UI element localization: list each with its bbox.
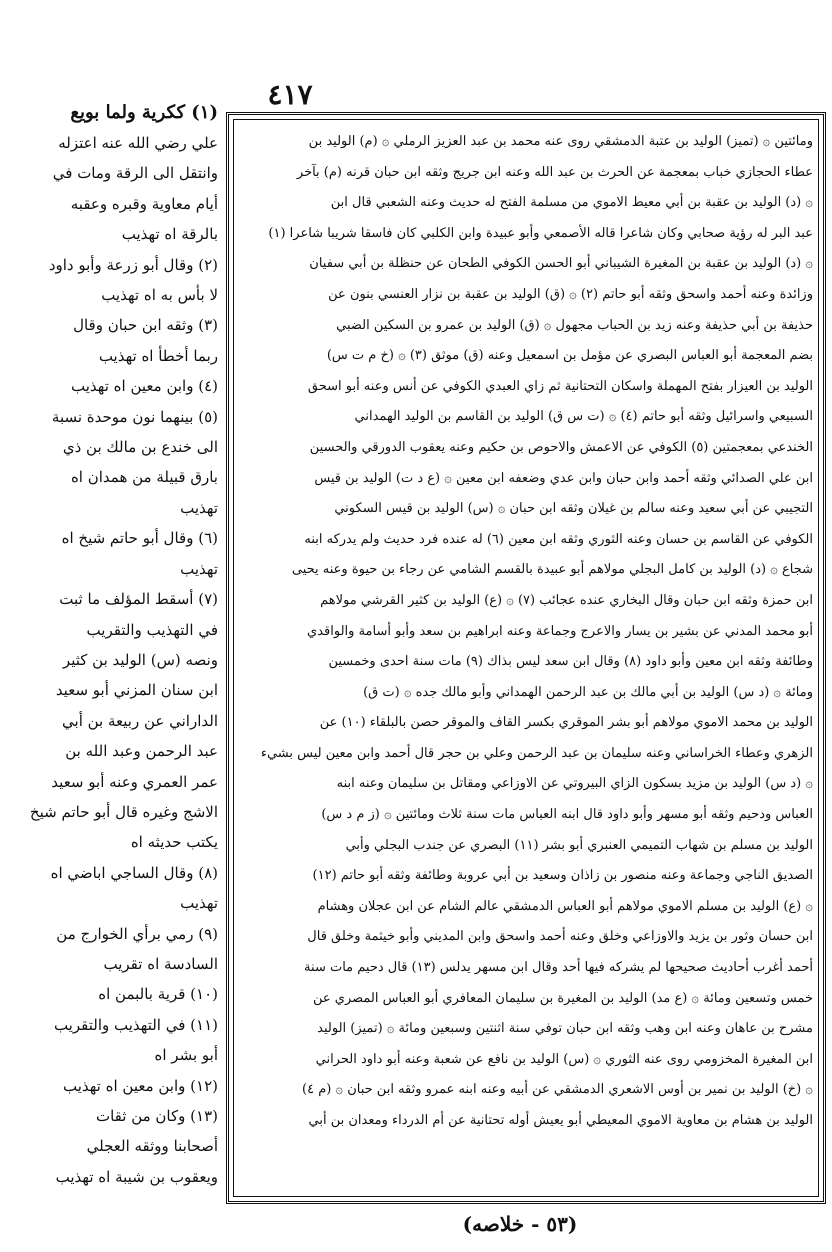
main-text-line: ابن حسان وثور بن يزيد والاوزاعي وخلق وعنه أحمد واسحق وابن المديني وأبو خيثمة وخلق قال	[307, 929, 813, 945]
main-text-line: خمس وتسعين ومائة ۞ (ع مد) الوليد بن المغيرة بن سليمان المعافري أبو العباس المصري عن	[312, 990, 813, 1006]
margin-note-line: (١١) في التهذيب والتقريب	[53, 1015, 218, 1034]
main-text-line: الكوفي عن القاسم بن حسان وعنه الثوري وثقه ابن معين (٦) له عنده فرد حديث ولم يدركه ابنه	[304, 531, 813, 547]
main-text-line: الوليد بن محمد الاموي مولاهم أبو بشر الموقري بكسر القاف والموقر حصن بالبلقاء (١٠) عن	[319, 715, 813, 731]
margin-note-line: بارق قبيلة من همدان اه	[70, 468, 218, 487]
main-text-line: شجاع ۞ (د) الوليد بن كامل البجلي مولاهم أبو عبيدة بالقسم الشامي عن رجاء بن حيوة وعنه يحيى	[291, 562, 813, 578]
main-text-line: بضم المعجمة أبو العباس البصري عن مؤمل بن اسمعيل وعنه (ق) موثق (٣) ۞ (خ م ت س)	[326, 348, 813, 364]
margin-note-line: أصحابنا ووثقه العجلي	[86, 1137, 218, 1156]
main-text-line: حذيفة بن أبي حذيفة وعنه زيد بن الحباب مجهول ۞ (ق) الوليد بن عمرو بن السكين الضبي	[336, 317, 813, 333]
margin-note-line: تهذيب	[180, 498, 218, 517]
main-text-line: ۞ (ع) الوليد بن مسلم الاموي مولاهم أبو العباس الدمشقي عالم الشام عن ابن عجلان وهشام	[317, 898, 813, 914]
main-text-line: عبد البر له رؤية صحابي وكان شاعرا قاله الأصمعي وأبو عبيدة وابن الكلبي كان فاسقا شريبا شاعرا (١)	[268, 225, 813, 241]
main-text-body	[239, 127, 813, 1137]
margin-note-line: أيام معاوية وقبره وعقبه	[70, 194, 218, 213]
main-text-line: ابن حمزة وثقه ابن حبان وقال البخاري عنده عجائب (٧) ۞ (ع) الوليد بن كثير القرشي مولاهم	[320, 592, 813, 608]
main-text-line: الصديق الناجي وجماعة وعنه منصور بن زاذان وسعيد بن أبي عروبة وطائفة وثقه أبو حاتم (١٢)	[312, 868, 813, 884]
margin-notes	[6, 98, 218, 1218]
main-text-line: ومائتين ۞ (تميز) الوليد بن عتبة الدمشقي روى عنه محمد بن عبد العزيز الرملي ۞ (م) الوليد بن	[308, 134, 813, 149]
main-text-line: ۞ (د) الوليد بن عقبة بن أبي معيط الاموي من مسلمة الفتح له حديث وعنه الشعبي قال ابن	[330, 195, 813, 211]
main-text-line: مشرح بن عاهان وعنه ابن وهب وثقه ابن حبان توفي سنة اثنتين وسبعين ومائة ۞ (تميز) الوليد	[317, 1021, 813, 1037]
margin-note-line: لا بأس به اه تهذيب	[101, 286, 218, 305]
margin-note-line: (١٣) وكان من ثقات	[95, 1107, 218, 1125]
margin-note-line: عمر العمري وعنه أبو سعيد	[51, 772, 218, 791]
margin-note-line: بالرقة اه تهذيب	[121, 225, 218, 244]
main-text-line: ابن علي الصدائي وثقه أحمد وابن حبان وابن عدي وضعفه ابن معين ۞ (ع د ت) الوليد بن قيس	[314, 470, 813, 486]
margin-note-line: (٩) رمي برأي الخوارج من	[56, 924, 218, 943]
main-text-line: وطائفة وثقه ابن معين وأبو داود (٨) وقال ابن سعد ليس بذاك (٩) مات سنة احدى وخمسين	[328, 654, 813, 670]
margin-note-line: الاشج وغيره قال أبو حاتم شيخ	[29, 802, 218, 821]
margin-note-line: الداراني عن ربيعة بن أبي	[62, 711, 218, 730]
margin-note-line: ونصه (س) الوليد بن كثير	[62, 650, 218, 669]
main-text-line: ابن المغيرة المخزومي روى عنه الثوري ۞ (س) الوليد بن نافع عن شعبة وعنه أبو داود الحراني	[315, 1051, 813, 1067]
main-text-line: السبيعي واسرائيل وثقه أبو حاتم (٤) ۞ (ت س ق) الوليد بن القاسم بن الوليد الهمداني	[354, 409, 813, 425]
main-text-line: ۞ (خ) الوليد بن نمير بن أوس الاشعري الدمشقي عن أبيه وعنه ابنه عمرو وثقه ابن حبان ۞ (م ٤)	[302, 1082, 813, 1098]
main-text-line: ۞ (د) الوليد بن عقبة بن المغيرة الشيباني أبو الحسن الكوفي الطحان عن حنظلة بن أبي سفيان	[309, 256, 813, 272]
margin-note-line: تهذيب	[180, 894, 218, 913]
margin-note-line: يكتب حديثه اه	[130, 833, 218, 852]
main-text-line: عطاء الحجازي خباب بمعجمة عن الحرث بن عبد الله وعنه ابن جريج وثقه ابن حبان قرنه (م) بآخر	[296, 164, 813, 180]
margin-notes-body	[6, 128, 218, 1192]
margin-note-line: علي رضي الله عنه اعتزله	[58, 134, 218, 152]
margin-note-line: عبد الرحمن وعبد الله بن	[65, 742, 218, 761]
main-text-frame	[226, 112, 826, 1204]
main-text-line: العباس ودحيم وثقه أبو مسهر وأبو داود قال ابنه العباس مات سنة ثلاث ومائتين ۞ (ز م د س)	[321, 807, 813, 823]
margin-note-line: (٧) أسقط المؤلف ما ثبت	[59, 590, 218, 609]
main-text-line: الوليد بن هشام بن معاوية الاموي المعيطي أبو يعيش أوله تحتانية عن أم الدرداء ومعدان بن أبي	[308, 1113, 813, 1128]
main-text-line: أبو محمد المدني عن بشير بن يسار والاعرج وجماعة وعنه ابراهيم بن سعد وأبو أسامة والواقدي	[307, 623, 813, 639]
margin-note-line: (٨) وقال الساجي اباضي اه	[50, 863, 218, 882]
margin-note-line: أبو بشر اه	[154, 1046, 218, 1065]
main-text-line: الوليد بن مسلم بن شهاب التميمي العنبري أبو بشر (١١) البصري عن جندب البجلي وأبي	[345, 837, 813, 853]
margin-note-line: تهذيب	[180, 559, 218, 578]
main-text-line: التجيبي عن أبي سعيد وعنه سالم بن غيلان وثقه ابن حبان ۞ (س) الوليد بن قيس السكوني	[334, 501, 813, 517]
margin-note-line: (١٢) وابن معين اه تهذيب	[62, 1076, 218, 1095]
margin-note-line: (٤) وابن معين اه تهذيب	[71, 377, 218, 396]
margin-note-line: الى خندع بن مالك بن ذي	[62, 438, 218, 457]
main-text-line: الخندعي بمعجمتين (٥) الكوفي عن الاعمش والاحوص بن حكيم وعنه يعقوب الدورقي والحسين	[309, 439, 813, 455]
margin-note-line: ابن سنان المزني أبو سعيد	[55, 681, 218, 700]
margin-note-line: (٥) بينهما نون موحدة نسبة	[51, 407, 218, 426]
main-text-line: وزائدة وعنه أحمد واسحق وثقه أبو حاتم (٢) ۞ (ق) الوليد بن عقبة بن نزار العنسي بنون عن	[328, 286, 813, 302]
margin-note-line: في التهذيب والتقريب	[86, 620, 218, 639]
margin-note-line: (٣) وثقه ابن حبان وقال	[73, 316, 218, 335]
margin-note-line: (٦) وقال أبو حاتم شيخ اه	[61, 529, 218, 548]
margin-note-line: ربما أخطأ اه تهذيب	[98, 346, 218, 365]
margin-note-line: ويعقوب بن شيبة اه تهذيب	[55, 1167, 218, 1186]
margin-note-line: (٢) وقال أبو زرعة وأبو داود	[48, 255, 218, 274]
main-text-line: الزهري وعطاء الخراساني وعنه سليمان بن عبد الرحمن وعلي بن حجر قال أحمد وابن معين ليس بشيء	[260, 745, 813, 761]
margin-note-line: (١٠) قرية بالبمن اه	[98, 985, 218, 1004]
margin-note-line: السادسة اه تقريب	[103, 954, 218, 973]
main-text-line: الوليد بن العيزار بفتح المهملة واسكان التحتانية ثم زاي العبدي الكوفي عن أنس وعنه أبو اسحق	[307, 378, 813, 394]
main-text-line: ومائة ۞ (د س) الوليد بن أبي مالك بن عبد الرحمن الهمداني وأبو مالك جده ۞ (ت ق)	[363, 684, 813, 700]
page-number: ٤١٧	[267, 78, 313, 111]
page-footer: (٥٣ - خلاصه)	[462, 1212, 578, 1236]
margin-note-line: وانتقل الى الرقة ومات في	[52, 164, 218, 183]
margin-notes-title: (١) ككرية ولما بويع	[70, 102, 218, 123]
main-text-line: أحمد أغرب أحاديث صحيحها لم يشركه فيها أحد وقال ابن مسهر يدلس (١٣) قال دحيم مات سنة	[304, 960, 813, 976]
main-text-line: ۞ (د س) الوليد بن مزيد بسكون الزاي البيروتي عن الاوزاعي ومقاتل بن سليمان وعنه ابنه	[336, 776, 813, 792]
